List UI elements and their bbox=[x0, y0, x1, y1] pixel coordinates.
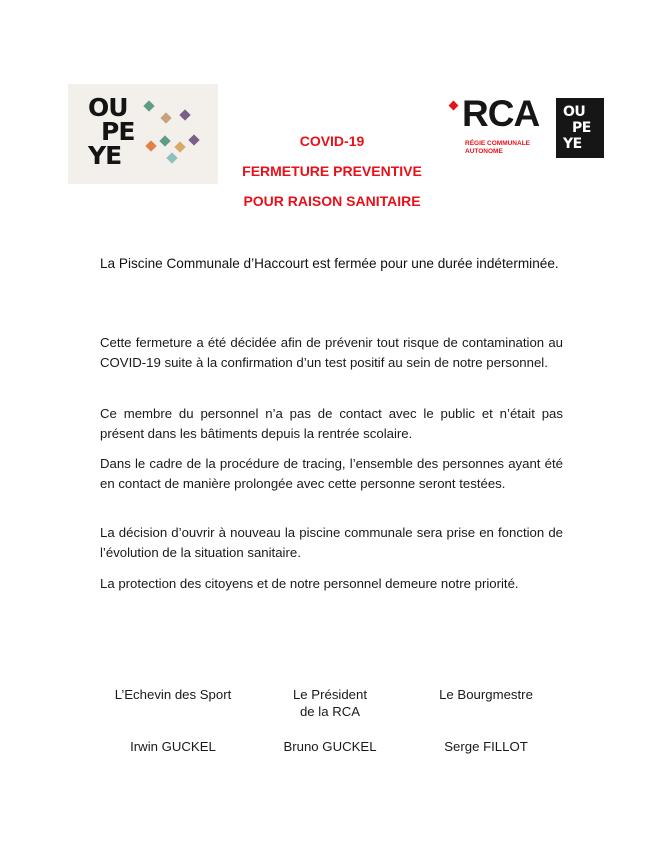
rca-subtitle-line1: RÉGIE COMMUNALE bbox=[465, 140, 530, 147]
oupeye-box-line3: YE bbox=[563, 136, 582, 152]
oupeye-logo-line1: OU bbox=[88, 93, 128, 122]
oupeye-logo bbox=[68, 84, 218, 184]
heading-raison: POUR RAISON SANITAIRE bbox=[243, 193, 421, 209]
rca-subtitle-line2: AUTONOME bbox=[465, 147, 503, 155]
oupeye-logo-line2: PE bbox=[101, 117, 135, 146]
paragraph-2: Ce membre du personnel n’a pas de contact avec le public et n’était pas présent dans les bâtiments depuis la rentrée scolaire. bbox=[100, 406, 563, 441]
paragraph-3: Dans le cadre de la procédure de tracing, l’ensemble des personnes ayant été en contact de manière prolongée avec cette personne seront testées. bbox=[100, 456, 563, 491]
logo-diamond-icon bbox=[159, 135, 170, 146]
rca-dot-icon bbox=[449, 101, 459, 111]
signature-role-line: Le Bourgmestre bbox=[439, 687, 533, 702]
signature-name-bourgmestre: Serge FILLOT bbox=[444, 739, 528, 754]
rca-logo-letters: RCA bbox=[462, 93, 540, 134]
signature-role-line: L’Echevin des Sport bbox=[114, 687, 232, 702]
oupeye-logo-line3: YE bbox=[88, 141, 122, 170]
paragraph-4: La décision d’ouvrir à nouveau la piscine communale sera prise en fonction de l’évolution de la situation sanitaire. bbox=[100, 525, 563, 560]
rca-logo bbox=[446, 93, 606, 160]
signature-role-line: Le Président bbox=[292, 687, 368, 702]
heading-covid: COVID-19 bbox=[299, 133, 365, 149]
logo-diamond-icon bbox=[160, 112, 171, 123]
signature-role-president bbox=[250, 686, 410, 720]
logo-diamond-icon bbox=[188, 134, 199, 145]
signature-name-echevin: Irwin GUCKEL bbox=[130, 739, 216, 754]
intro-statement: La Piscine Communale d’Haccourt est fermée pour une durée indéterminée. bbox=[100, 256, 559, 271]
signature-role-echevin bbox=[93, 686, 253, 703]
oupeye-box-line1: OU bbox=[563, 104, 586, 120]
logo-diamond-icon bbox=[166, 152, 177, 163]
logo-diamond-icon bbox=[179, 109, 190, 120]
heading-fermeture: FERMETURE PREVENTIVE bbox=[242, 163, 422, 179]
rca-logo-subtitle bbox=[465, 140, 530, 155]
signature-name-president: Bruno GUCKEL bbox=[283, 739, 377, 754]
signature-role-line: de la RCA bbox=[299, 704, 361, 719]
oupeye-box-line2: PE bbox=[572, 120, 591, 136]
paragraph-1: Cette fermeture a été décidée afin de prévenir tout risque de contamination au COVID-19 suite à la confirmation d’un test positif au sein de notre personnel. bbox=[100, 335, 563, 370]
paragraph-5: La protection des citoyens et de notre personnel demeure notre priorité. bbox=[100, 576, 519, 591]
logo-diamond-icon bbox=[143, 100, 154, 111]
logo-diamond-icon bbox=[145, 140, 156, 151]
oupeye-box-logo bbox=[556, 98, 604, 158]
signature-role-bourgmestre bbox=[406, 686, 566, 703]
logo-diamond-icon bbox=[174, 141, 185, 152]
